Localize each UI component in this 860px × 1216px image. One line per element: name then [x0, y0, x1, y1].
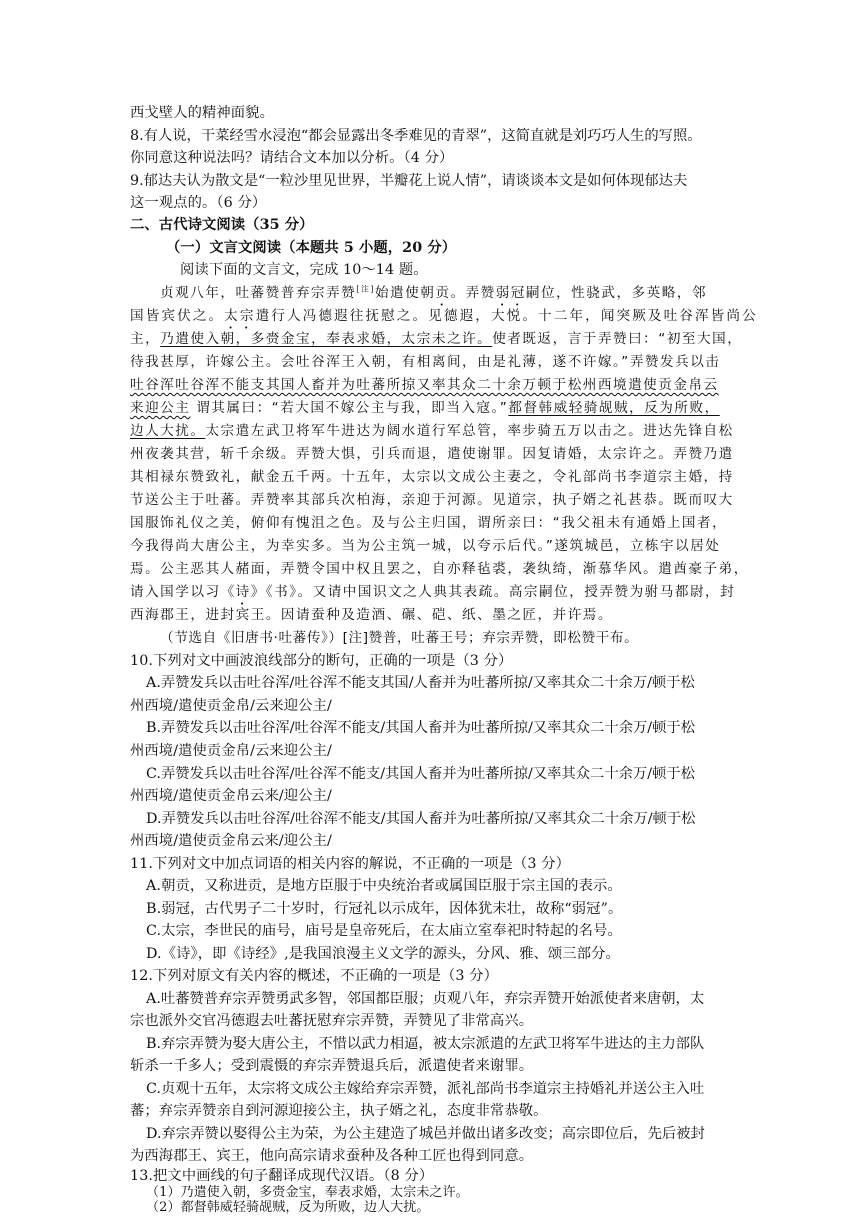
passage-line: 待我甚厚，许嫁公主。会吐谷浑王入朝，有相离间，由是礼薄，遂不许嫁。”弄赞发兵以击	[130, 354, 721, 370]
question-10-stem: 10.下列对文中画波浪线部分的断句，正确的一项是（3 分）	[130, 653, 513, 669]
passage-line: 贞观八年，吐蕃赞普弃宗弄赞[注]始遣使朝贡。弄赞弱冠嗣位，性骁武，多英略，邻	[160, 284, 708, 301]
option-10a: A.弄赞发兵以击吐谷浑/吐谷浑不能支其国/人畜并为吐蕃所掠/又率其众二十余万/顿于松	[146, 675, 695, 691]
passage-line: 今我得尚大唐公主，为幸实多。当为公主筑一城，以夸示后代。”遂筑城邑，立栋宇以居处	[130, 538, 721, 554]
option-12c: C.贞观十五年，太宗将文成公主嫁给弃宗弄赞，派礼部尚书李道宗主持婚礼并送公主入吐	[146, 1081, 705, 1097]
underlined-sentence-2: 都督韩威轻骑觇贼，反为所败，	[508, 400, 720, 416]
passage-line: 焉。公主恶其人赭面，弄赞令国中权且罢之，自亦释毡裘，袭纨绮，渐慕华风。遣酋豪子弟，	[130, 561, 749, 577]
question-11-stem: 11.下列对文中加点词语的相关内容的解说，不正确的一项是（3 分）	[130, 856, 570, 872]
wavy-underlined-passage: 吐谷浑吐谷浑不能支其国人畜并为吐蕃所掠又率其众二十余万顿于松州西境遣使贡金帛云	[130, 377, 719, 393]
option-12b: 斩杀一千多人；受到震慑的弃宗弄赞退兵后，派遣使者来谢罪。	[130, 1058, 534, 1074]
note-marker: [注]	[356, 284, 375, 294]
question-13-sentence-1: （1）乃遣使入朝，多赍金宝，奉表求婚，太宗未之许。	[146, 1185, 469, 1200]
passage-line: 国服饰礼仪之美，俯仰有愧沮之色。及与公主归国，谓所亲曰：“我父祖未有通婚上国者，	[130, 515, 728, 531]
section-subtitle: （一）文言文阅读（本题共 5 小题，20 分）	[166, 240, 457, 256]
option-12b: B.弃宗弄赞为娶大唐公主，不惜以武力相逼，被太宗派遣的左武卫将军牛进达的主力部队	[146, 1036, 705, 1052]
option-11b: B.弱冠，古代男子二十岁时，行冠礼以示成年，因体犹未壮，故称“弱冠”。	[146, 901, 623, 917]
option-10a: 州西境/遣使贡金帛/云来迎公主/	[130, 698, 332, 714]
question-12-stem: 12.下列对原文有关内容的概述，不正确的一项是（3 分）	[130, 968, 499, 984]
option-12a: A.吐蕃赞普弃宗弄赞勇武多智，邻国都臣服；贞观八年，弃宗弄赞开始派使者来唐朝，太	[146, 991, 705, 1007]
option-10b: B.弄赞发兵以击吐谷浑/吐谷浑不能支/其国人畜并为吐蕃所掠/又率其众二十余万/顿于松	[146, 720, 696, 736]
passage-source: （节选自《旧唐书·吐蕃传》）[注]赞普，吐蕃王号；弃宗弄赞，即松赞干布。	[160, 630, 639, 646]
option-12d: D.弃宗弄赞以娶得公主为荣，为公主建造了城邑并做出诸多改变；高宗即位后，先后被封	[146, 1126, 705, 1142]
question-9-line: 9.郁达夫认为散文是“一粒沙里见世界，半瓣花上说人情”，请谈谈本文是如何体现郁达夫	[130, 173, 688, 189]
question-13-stem: 13.把文中画线的句子翻译成现代汉语。（8 分）	[130, 1168, 434, 1184]
option-11d: D.《诗》，即《诗经》,是我国浪漫主义文学的源头，分风、雅、颂三部分。	[146, 946, 620, 962]
option-12c: 蕃；弃宗弄赞亲自到河源迎接公主，执子婿之礼，态度非常恭敬。	[130, 1103, 548, 1119]
text-line: 西戈壁人的精神面貌。	[130, 105, 274, 121]
passage-line: 其相禄东赞致礼，献金五千两。十五年，太宗以文成公主妻之，令礼部尚书李道宗主婚，持	[130, 469, 734, 485]
passage-line: 来迎公主 谓其属曰：“若大国不嫁公主与我，即当入寇。”都督韩威轻骑觇贼，反为所败，	[130, 400, 720, 416]
option-10d: 州西境/遣使贡金帛云来/迎公主/	[130, 833, 332, 849]
option-11a: A.朝贡，又称进贡，是地方臣服于中央统治者或属国臣服于宗主国的表示。	[146, 878, 622, 894]
passage-line: 西海郡王，进封宾王。因请蚕种及造酒、碾、硙、纸、墨之匠，并许焉。	[130, 607, 613, 623]
passage-line: 节送公主于吐蕃。弄赞率其部兵次柏海，亲迎于河源。见道宗，执子婿之礼甚恭。既而叹大	[130, 492, 734, 508]
option-12a: 宗也派外交官冯德遐去吐蕃抚慰弃宗弄赞，弄赞见了非常高兴。	[130, 1013, 534, 1029]
option-10d: D.弄赞发兵以击吐谷浑/吐谷浑不能支/其国人畜并为吐蕃所掠/又率其众二十余万/顿于松	[146, 811, 696, 827]
question-8-line: 你同意这种说法吗？请结合文本加以分析。（4 分）	[130, 150, 454, 166]
passage-line: 请入国学以习《诗》《书》。又请中国识文之人典其表疏。高宗嗣位，授弄赞为驸马都尉，封	[130, 584, 736, 600]
question-13-sentence-2: （2）都督韩威轻骑觇贼，反为所败，边人大扰。	[146, 1200, 430, 1215]
option-10c: C.弄赞发兵以击吐谷浑/吐谷浑不能支/其国人畜并为吐蕃所掠/又率其众二十余万/顿于松	[146, 766, 695, 782]
passage-line: 主，乃遣使入朝，多赍金宝，奉表求婚，太宗未之许。使者既返，言于弄赞曰：“初至大国，	[130, 331, 743, 347]
option-11c: C.太宗，李世民的庙号，庙号是皇帝死后，在太庙立室奉祀时特起的名号。	[146, 923, 622, 939]
option-12d: 为西海郡王、宾王，他向高宗请求蚕种及各种工匠也得到同意。	[130, 1148, 534, 1164]
underlined-sentence-1: 乃遣使入朝，多赍金宝，奉表求婚，太宗未之许。	[160, 331, 493, 347]
instruction: 阅读下面的文言文，完成 10～14 题。	[180, 262, 428, 278]
passage-line: 边人大扰。太宗遣左武卫将军牛进达为阔水道行军总管，率步骑五万以击之。进达先锋自松	[130, 423, 734, 439]
option-10c: 州西境/遣使贡金帛云来/迎公主/	[130, 788, 332, 804]
question-8-line: 8.有人说，干菜经雪水浸泡“都会显露出冬季难见的青翠”，这简直就是刘巧巧人生的写照。	[130, 128, 702, 144]
option-10b: 州西境/遣使贡金帛/云来迎公主/	[130, 743, 332, 759]
passage-line: 州夜袭其营，斩千余级。弄赞大惧，引兵而退，遣使谢罪。因复请婚，太宗许之。弄赞乃遣	[130, 446, 734, 462]
question-9-line: 这一观点的。（6 分）	[130, 195, 267, 211]
passage-line: 国皆宾伏之。太宗遣行人冯德遐往抚慰之。见德遐，大悦。十二年，闻突厥及吐谷浑皆尚公	[130, 308, 758, 324]
section-title: 二、古代诗文阅读（35 分）	[130, 217, 314, 233]
